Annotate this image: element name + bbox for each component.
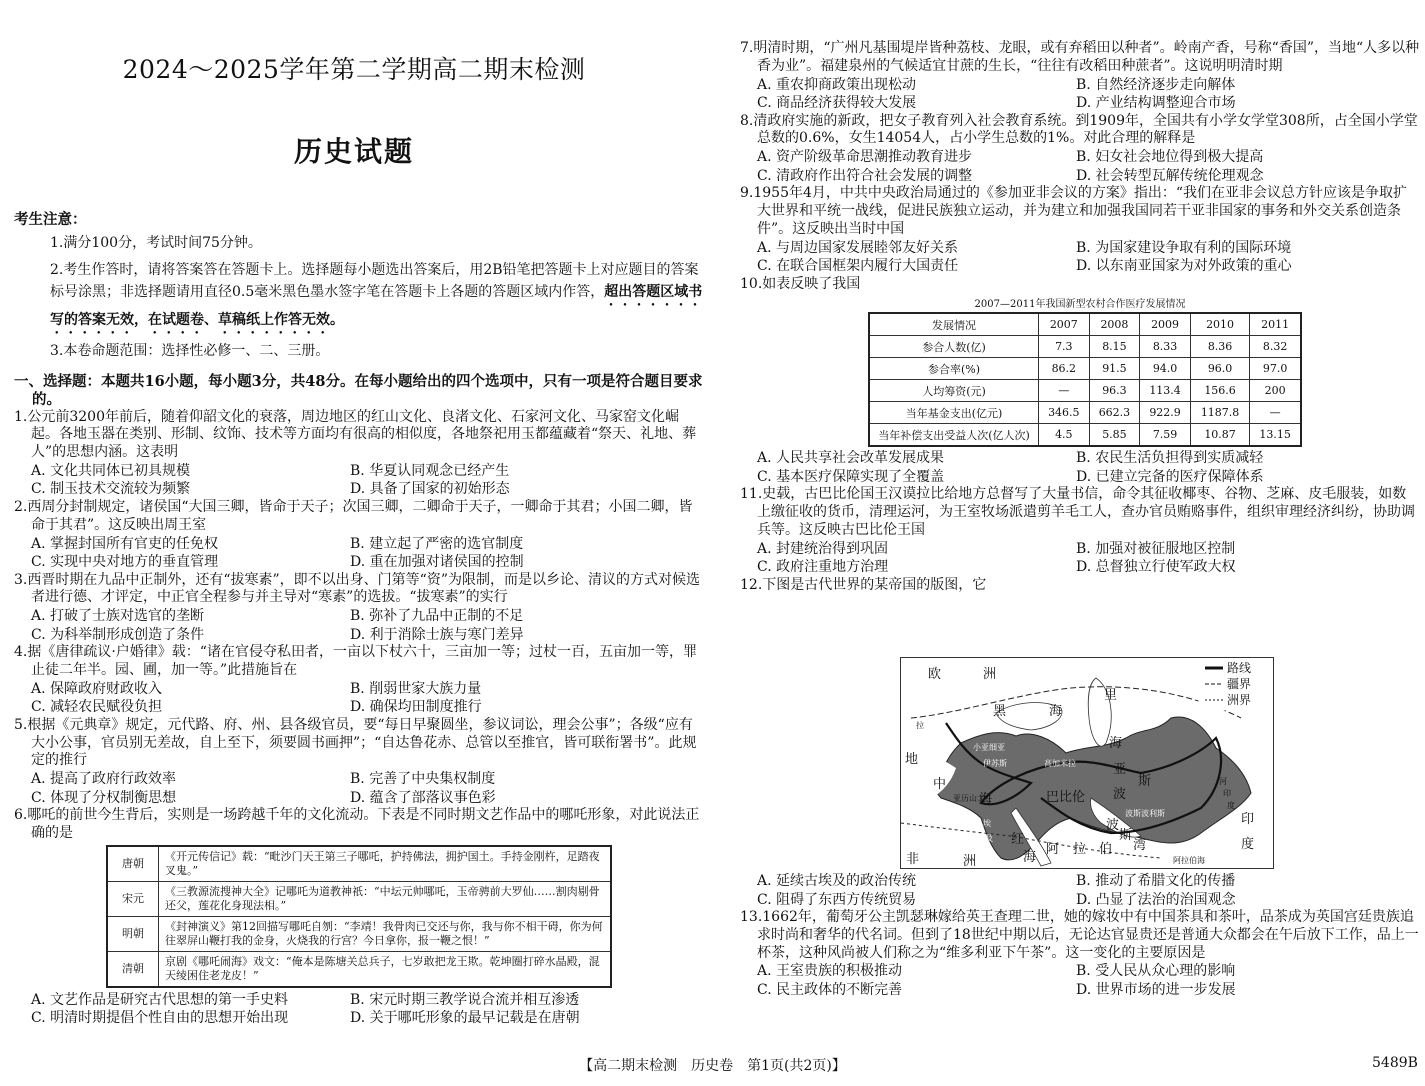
map-label: 度 — [1241, 837, 1255, 852]
question-stem: 6.哪吒的前世今生背后，实则是一场跨越千年的文化流动。下表是不同时期文艺作品中的哪吒形象，对此说法正确的是 — [14, 807, 700, 841]
option-a[interactable]: A. 打破了士族对选官的垄断 — [31, 608, 205, 625]
option-d[interactable]: D. 利于消除士族与寒门差异 — [350, 626, 524, 643]
cell: 346.5 — [1039, 402, 1090, 424]
option-b[interactable]: B. 推动了希腊文化的传播 — [1076, 873, 1236, 889]
map-label: 度 — [1227, 801, 1235, 810]
option-c[interactable]: C. 民主政体的不断完善 — [757, 981, 903, 998]
nezha-table — [106, 845, 612, 988]
options-row — [740, 468, 1420, 487]
map-label: 湾 — [1133, 838, 1147, 853]
map-label: 河 — [1219, 777, 1227, 786]
legend-route: 路线 — [1227, 661, 1252, 675]
header-cell: 2008 — [1089, 313, 1140, 336]
options-row — [740, 540, 1420, 559]
cell: 7.3 — [1039, 336, 1090, 358]
cell: 200 — [1250, 380, 1301, 402]
options-row — [14, 680, 704, 699]
option-c[interactable]: C. 基本医疗保障实现了全覆盖 — [757, 468, 945, 485]
cell: 91.5 — [1089, 358, 1140, 380]
options-row — [740, 872, 1420, 891]
question-stem: 2.西周分封制规定，诸侯国“大国三卿，皆命于天子；次国三卿，二卿命于天子，一卿命于其君；小国二卿，皆命于其君”。这反映出周王室 — [14, 498, 693, 533]
options-row — [14, 626, 704, 645]
options-row — [14, 480, 704, 499]
cell: — — [1039, 380, 1090, 402]
header-cell: 2009 — [1140, 313, 1191, 336]
options-row — [740, 449, 1420, 468]
option-c[interactable]: C. 政府注重地方治理 — [757, 559, 889, 576]
options-row — [14, 1009, 704, 1028]
cell: 113.4 — [1140, 380, 1191, 402]
map-label: 非 — [906, 852, 920, 867]
question-stem: 9.1955年4月，中共中央政治局通过的《参加亚非会议的方案》指出：“我们在亚非会议总方针应该是争取扩大世界和平统一战线，促进民族独立运动，并为建立和加强我国同若干亚非国家的事务和外交关系创造条件”。这反映出当时中国 — [740, 185, 1408, 237]
table-row — [107, 951, 611, 987]
cell: 96.3 — [1089, 380, 1140, 402]
map-label: 斯 — [1119, 828, 1133, 843]
options-row — [14, 607, 704, 626]
options-row — [740, 94, 1420, 113]
question-stem: 1.公元前3200年前后，随着仰韶文化的衰落，周边地区的红山文化、良渚文化、石家河文化、马家窑文化崛起。各地玉器在类别、形制、纹饰、技术等方面均有很高的相似度，各地祭祀用玉都蕴藏着“祭天、礼地、葬人”的思想内涵。这表明 — [14, 408, 697, 461]
question-stem: 12.下图是古代世界的某帝国的版图，它 — [740, 576, 987, 593]
map-graphic — [901, 658, 1273, 868]
map-label: 波 — [1113, 787, 1127, 802]
options-row — [14, 770, 704, 789]
option-a[interactable]: A. 资产阶级革命思潮推动教育进步 — [757, 149, 973, 166]
options-row — [740, 167, 1420, 186]
option-b[interactable]: B. 为国家建设争取有利的国际环境 — [1076, 239, 1292, 256]
map-label: 拉 — [916, 721, 924, 730]
option-b[interactable]: B. 农民生活负担得到实质减轻 — [1076, 450, 1264, 467]
option-a[interactable]: A. 延续古埃及的政治传统 — [757, 873, 917, 889]
options-row — [740, 891, 1420, 910]
medical-table — [868, 312, 1302, 447]
cell: 8.15 — [1089, 336, 1140, 358]
era-cell: 宋元 — [107, 881, 159, 916]
option-c[interactable]: C. 制玉技术交流较为频繁 — [31, 481, 191, 498]
cell: 5.85 — [1089, 424, 1140, 447]
option-a[interactable]: A. 文艺作品是研究古代思想的第一手史料 — [31, 991, 289, 1008]
cell: 参合人数(亿) — [869, 336, 1039, 358]
options-row — [740, 981, 1420, 1000]
map-label: 亚历山大 — [953, 794, 985, 803]
option-a[interactable]: A. 掌握封国所有官吏的任免权 — [31, 535, 219, 552]
question-stem: 11.史载，古巴比伦国王汉谟拉比给地方总督写了大量书信，命令其征收椰枣、谷物、芝麻、皮毛服装，如数上缴征收的货币，清理运河，为王室牧场派遣剪羊毛工人，查办官员贿赂事件，组织审理经济纠纷，协助调兵等。这反映古巴比伦王国 — [740, 486, 1415, 538]
option-c[interactable]: C. 清政府作出符合社会发展的调整 — [757, 167, 973, 184]
options-row — [740, 257, 1420, 276]
options-row — [14, 789, 704, 808]
map-label: 印 — [1241, 812, 1255, 827]
table-row — [869, 424, 1301, 447]
map-label: 波斯波利斯 — [1125, 809, 1165, 818]
option-c[interactable]: C. 商品经济获得较大发展 — [757, 95, 917, 112]
cell: 当年基金支出(亿元) — [869, 402, 1039, 424]
cell: 156.6 — [1190, 380, 1249, 402]
options-row — [14, 698, 704, 717]
option-b[interactable]: B. 受人民从众心理的影响 — [1076, 963, 1236, 980]
cell: 96.0 — [1190, 358, 1249, 380]
notice-heading: 考生注意： — [14, 211, 87, 228]
option-c[interactable]: C. 实现中央对地方的垂直管理 — [31, 554, 219, 571]
header-cell: 发展情况 — [869, 313, 1039, 336]
notice-block — [14, 208, 704, 361]
cell: 94.0 — [1140, 358, 1191, 380]
text-cell: 《开元传信记》载：“毗沙门天王第三子哪吒，护持佛法，拥护国土。手持金刚杵，足踏夜叉鬼。” — [159, 846, 612, 882]
question-stem: 4.据《唐律疏议·户婚律》载：“诸在官侵夺私田者，一亩以下杖六十，三亩加一等；过杖一百，五亩加一等，罪止徒二年半。园、圃，加一等。”此措施旨在 — [14, 644, 697, 678]
option-b[interactable]: B. 华夏认同观念已经产生 — [350, 462, 510, 479]
questions-right — [740, 40, 1420, 595]
question-stem: 8.清政府实施的新政，把女子教育列入社会教育系统。到1909年，全国共有小学女学堂308所，占全国小学堂总数的0.6%，女生14054人，占小学生总数的1%。对此合理的解释是 — [740, 112, 1418, 147]
option-a[interactable]: A. 封建统治得到巩固 — [757, 540, 889, 557]
option-b[interactable]: B. 削弱世家大族力量 — [350, 680, 482, 697]
text-cell: 《三教源流搜神大全》记哪吒为道教神祇：“中坛元帅哪吒，玉帝骋前大罗仙……割肉剔骨还父，莲花化身现法相。” — [159, 881, 612, 916]
header-cell: 2010 — [1190, 313, 1249, 336]
legend-frontier: 疆界 — [1227, 677, 1252, 691]
table-row — [107, 916, 611, 951]
option-d[interactable]: D. 具备了国家的初始形态 — [350, 481, 510, 498]
option-b[interactable]: B. 妇女社会地位得到极大提高 — [1076, 149, 1264, 166]
cell: 人均筹资(元) — [869, 380, 1039, 402]
map-label: 及 — [985, 834, 993, 843]
option-b[interactable]: B. 宋元时期三教学说合流并相互渗透 — [350, 991, 580, 1008]
options-row — [740, 558, 1420, 577]
map-label: 洲 — [983, 667, 997, 682]
map-label: 斯 — [1138, 774, 1152, 789]
table-row — [869, 402, 1301, 424]
map-label: 海 — [1023, 850, 1037, 865]
option-c[interactable]: C. 阻碍了东西方传统贸易 — [757, 891, 917, 908]
question-stem: 7.明清时期，“广州凡基围堤岸皆种荔枝、龙眼，或有弃稻田以种者”。岭南产香，号称“香国”，当地“人多以种香为业”。福建泉州的气候适宜甘蔗的生长，“往往有改稻田种蔗者”。这说明明清时期 — [740, 40, 1420, 74]
exam-title: 2024～2025学年第二学期高二期末检测 — [122, 55, 586, 84]
map-label: 中 — [933, 777, 947, 792]
era-cell: 唐朝 — [107, 846, 159, 882]
options-row — [14, 553, 704, 572]
options-row — [14, 991, 704, 1010]
option-d[interactable]: D. 关于哪吒形象的最早记载是在唐朝 — [350, 1010, 580, 1027]
map-label: 拉 — [1073, 842, 1087, 857]
table-row — [869, 358, 1301, 380]
map-label: 红 — [1011, 832, 1025, 847]
option-d[interactable]: D. 社会转型瓦解传统伦理观念 — [1076, 167, 1264, 184]
cell: 10.87 — [1190, 424, 1249, 447]
cell: 参合率(%) — [869, 358, 1039, 380]
cell: 7.59 — [1140, 424, 1191, 447]
page-footer: 【高二期末检测 历史卷 第1页(共2页)】 — [579, 1058, 846, 1074]
paper-code: 5489B — [1372, 1055, 1418, 1071]
map-label: 海 — [1049, 704, 1063, 719]
option-b[interactable]: B. 弥补了九品中正制的不足 — [350, 608, 524, 625]
cell: 4.5 — [1039, 424, 1090, 447]
option-c[interactable]: C. 明清时期提倡个性自由的思想开始出现 — [31, 1010, 289, 1027]
option-c[interactable]: C. 体现了分权制衡思想 — [31, 789, 177, 806]
table-row — [869, 336, 1301, 358]
option-a[interactable]: A. 人民共享社会改革发展成果 — [757, 450, 945, 467]
option-b[interactable]: B. 加强对被征服地区控制 — [1076, 540, 1236, 557]
options-row — [740, 148, 1420, 167]
map-label: 地 — [905, 752, 919, 767]
options-row — [14, 462, 704, 481]
map-label: 阿拉伯海 — [1173, 856, 1205, 865]
option-b[interactable]: B. 自然经济逐步走向解体 — [1076, 76, 1236, 93]
option-d[interactable]: D. 总督独立行使军政大权 — [1076, 559, 1236, 576]
map-label: 亚 — [1113, 762, 1127, 777]
option-d[interactable]: D. 确保均田制度推行 — [350, 699, 482, 716]
table-caption: 2007—2011年我国新型农村合作医疗发展情况 — [974, 299, 1186, 311]
map-label: 阿 — [1046, 842, 1060, 857]
option-a[interactable]: A. 王室贵族的积极推动 — [757, 963, 903, 980]
cell: 97.0 — [1250, 358, 1301, 380]
option-d[interactable]: D. 产业结构调整迎合市场 — [1076, 95, 1236, 112]
options-row — [740, 962, 1420, 981]
frontier-line — [911, 687, 1241, 718]
text-cell: 京剧《哪吒闹海》戏文：“俺本是陈塘关总兵子，七岁敢把龙王欺。乾坤圈打碎水晶殿，混天绫困住老龙皮！” — [159, 951, 612, 987]
option-b[interactable]: B. 完善了中央集权制度 — [350, 771, 496, 788]
map-label: 埃 — [983, 819, 991, 828]
map-label: 洲 — [963, 854, 977, 869]
option-c[interactable]: C. 减轻农民赋役负担 — [31, 699, 163, 716]
table-header-row — [869, 313, 1301, 336]
question-stem: 3.西晋时期在九品中正制外，还有“拔寒素”，即不以出身、门第等“资”为限制，而是以乡论、清议的方式对候选者进行德、才评定，中正官全程参与并主导对“寒素”的选拔。“拔寒素”的实行 — [14, 571, 700, 606]
notice-item: 1.满分100分，考试时间75分钟。 — [50, 235, 262, 251]
map-label: 高加米拉 — [1044, 759, 1076, 768]
map-label: 里 — [1104, 688, 1118, 703]
option-a[interactable]: A. 保障政府财政收入 — [31, 680, 163, 697]
option-b[interactable]: B. 建立起了严密的选官制度 — [350, 535, 524, 552]
cell: 13.15 — [1250, 424, 1301, 447]
option-d[interactable]: D. 蕴含了部落议事色彩 — [350, 789, 496, 806]
option-a[interactable]: A. 重农抑商政策出现松动 — [757, 76, 917, 93]
question-stem: 5.根据《元典章》规定，元代路、府、州、县各级官员，要“每日早聚圆坐，参议词讼，理会公事”；各级“应有大小公事，官员别无差故，自上至下，须要圆书画押”；“自达鲁花赤、总管以至推官，皆可联衔署书”。此规定的推行 — [14, 716, 697, 769]
section-title: 一、选择题：本题共16小题，每小题3分，共48分。在每小题给出的四个选项中，只有一项是符合题目要求的。 — [14, 373, 703, 408]
table-row — [107, 881, 611, 916]
header-cell: 2011 — [1250, 313, 1301, 336]
map-label: 波 — [1106, 818, 1120, 833]
legend-continent: 洲界 — [1227, 693, 1252, 707]
map-label: 巴比伦 — [1046, 790, 1086, 805]
option-c[interactable]: C. 为科举制形成创造了条件 — [31, 626, 205, 643]
options-row — [740, 239, 1420, 258]
options-row — [14, 535, 704, 554]
map-label: 欧 — [928, 667, 942, 682]
map-label: 小亚细亚 — [973, 743, 1005, 752]
cell: 8.33 — [1140, 336, 1191, 358]
map-label: 海 — [1109, 736, 1123, 751]
options-row — [740, 76, 1420, 95]
map-label: 伯 — [1099, 842, 1113, 857]
notice-item: 2.考生作答时，请将答案答在答题卡上。选择题每小题选出答案后，用2B铅笔把答题卡上对应题目的答案标号涂黑；非选择题请用直径0.5毫米黑色墨水签字笔在答题卡上各题的答题区域内作答，超出答题区域书写的答案无效，在试题卷、草稿纸上作答无效。 — [50, 261, 703, 328]
questions-right-lower — [740, 872, 1420, 999]
exam-subtitle: 历史试题 — [293, 135, 414, 168]
header-cell: 2007 — [1039, 313, 1090, 336]
text-cell: 《封神演义》第12回描写哪吒自刎：“李靖！我骨肉已交还与你，我与你不相干碍，你为何往翠屏山鞭打我的金身，火烧我的行宫？今日拿你，报一鞭之恨！” — [159, 916, 612, 951]
table-row — [107, 846, 611, 882]
empire-map — [900, 657, 1274, 869]
option-a[interactable]: A. 提高了政府行政效率 — [31, 771, 177, 788]
cell: 922.9 — [1140, 402, 1191, 424]
cell: 当年补偿支出受益人次(亿人次) — [869, 424, 1039, 447]
table-row — [869, 380, 1301, 402]
option-d[interactable]: D. 以东南亚国家为对外政策的重心 — [1076, 258, 1292, 275]
question-stem: 13.1662年，葡萄牙公主凯瑟琳嫁给英王查理二世，她的嫁妆中有中国茶具和茶叶，品茶成为英国宫廷贵族追求时尚和奢华的代名词。但到了18世纪中期以后，无论达官显贵还是普通大众都会在午后放下工作，品上一杯茶，这种风尚被人们称之为“维多利亚下午茶”。这一变化的主要原因是 — [740, 909, 1419, 961]
era-cell: 明朝 — [107, 916, 159, 951]
notice-item: 3.本卷命题范围：选择性必修一、二、三册。 — [50, 342, 330, 359]
cell: 8.36 — [1190, 336, 1249, 358]
map-label: 海 — [979, 792, 993, 807]
cell: 86.2 — [1039, 358, 1090, 380]
map-label: 黑 — [993, 704, 1007, 719]
option-a[interactable]: A. 文化共同体已初具规模 — [31, 462, 191, 479]
option-c[interactable]: C. 在联合国框架内履行大国责任 — [757, 258, 959, 275]
cell: 8.32 — [1250, 336, 1301, 358]
option-d[interactable]: D. 已建立完备的医疗保障体系 — [1076, 468, 1264, 485]
cell: 1187.8 — [1190, 402, 1249, 424]
question-stem: 10.如表反映了我国 — [740, 275, 861, 292]
map-label: 伊苏斯 — [983, 759, 1007, 768]
cell: — — [1250, 402, 1301, 424]
map-label: 印 — [1223, 789, 1231, 798]
questions-left — [14, 373, 704, 1028]
era-cell: 清朝 — [107, 951, 159, 987]
option-a[interactable]: A. 与周边国家发展睦邻友好关系 — [757, 239, 959, 256]
cell: 662.3 — [1089, 402, 1140, 424]
option-d[interactable]: D. 重在加强对诸侯国的控制 — [350, 554, 524, 571]
option-d[interactable]: D. 世界市场的进一步发展 — [1076, 981, 1236, 998]
option-d[interactable]: D. 凸显了法治的治国观念 — [1076, 891, 1236, 908]
